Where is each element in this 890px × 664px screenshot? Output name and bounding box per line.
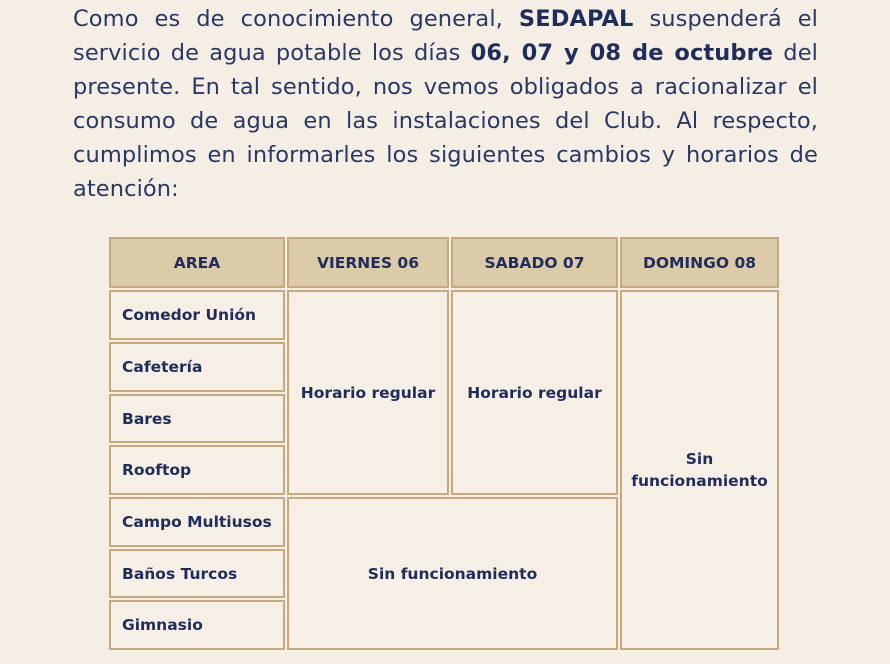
- area-banos-turcos: Baños Turcos: [109, 549, 285, 598]
- sunday-closed-line1: Sin: [685, 450, 714, 468]
- intro-dates: 06, 07 y 08 de octubre: [470, 40, 774, 66]
- saturday-regular-cell: Horario regular: [451, 290, 618, 495]
- area-comedor-union: Comedor Unión: [109, 290, 285, 340]
- header-sunday: DOMINGO 08: [620, 237, 779, 288]
- area-campo-multiusos: Campo Multiusos: [109, 497, 285, 547]
- header-area: AREA: [109, 237, 285, 288]
- intro-text-3: del presente. En tal sentido, nos vemos obligados a racionalizar el consumo de agua en las instalaciones del Club. Al respecto, cumplimos en informarles los siguientes cambios y horarios de atención:: [73, 40, 818, 202]
- sunday-closed-cell: [620, 290, 779, 650]
- area-bares: Bares: [109, 394, 285, 443]
- area-gimnasio: Gimnasio: [109, 600, 285, 650]
- intro-text-1: Como es de conocimiento general,: [73, 6, 519, 32]
- intro-paragraph: [73, 2, 818, 206]
- area-cafeteria: Cafetería: [109, 342, 285, 392]
- intro-text-2: suspenderá el servicio de agua potable los días: [73, 6, 818, 66]
- header-saturday: SABADO 07: [451, 237, 618, 288]
- area-rooftop: Rooftop: [109, 445, 285, 495]
- header-friday: VIERNES 06: [287, 237, 449, 288]
- friday-regular-cell: Horario regular: [287, 290, 449, 495]
- sunday-closed-line2: funcionamiento: [631, 472, 768, 490]
- intro-sedapal: SEDAPAL: [518, 6, 634, 32]
- fri-sat-closed-cell: Sin funcionamiento: [287, 497, 618, 650]
